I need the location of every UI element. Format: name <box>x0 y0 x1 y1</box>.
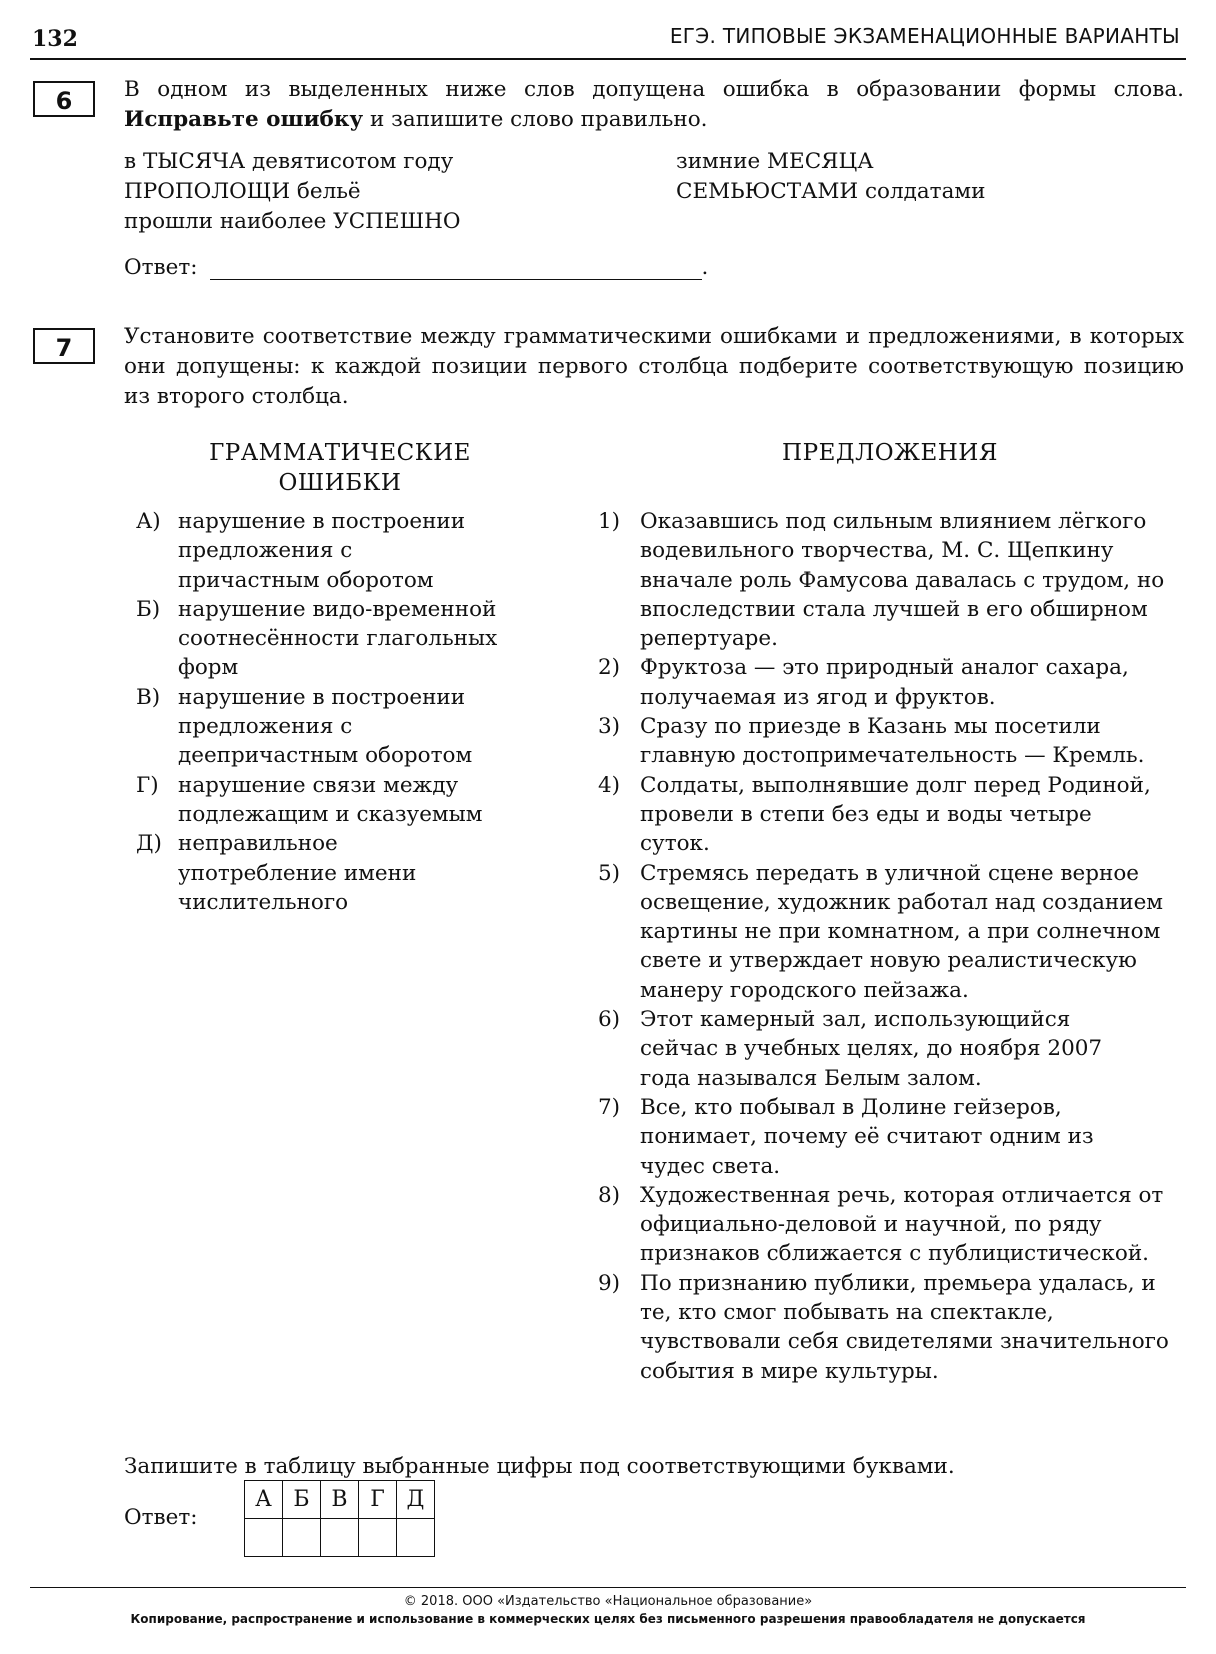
list-item <box>136 829 536 917</box>
answer-label: Ответ: <box>124 255 198 280</box>
list-item <box>598 859 1188 1005</box>
footer-notice: Копирование, распространение и использование в коммерческих целях без письменного разрешения правообладателя не допускается <box>130 1612 1086 1626</box>
item-text: неправильное употребление имени числительного <box>178 831 417 915</box>
list-item <box>136 595 536 683</box>
item-text: нарушение связи между подлежащим и сказуемым <box>178 772 483 827</box>
word-option: СЕМЬЮСТАМИ солдатами <box>676 179 986 204</box>
answer-cell[interactable] <box>245 1519 283 1557</box>
item-text: Оказавшись под сильным влиянием лёгкого водевильного творчества, М. С. Щепкину вначале роль Фамусова давалась с трудом, но впоследствии стала лучшей в его обширном репертуаре. <box>640 509 1165 652</box>
item-marker: 6) <box>598 1007 621 1033</box>
word-option: прошли наиболее УСПЕШНО <box>124 209 461 234</box>
word-option: ПРОПОЛОЩИ бельё <box>124 179 361 204</box>
table-letter-cell: Д <box>397 1481 435 1519</box>
list-item <box>598 1181 1188 1269</box>
answer-end: . <box>701 255 709 280</box>
item-text: Сразу по приезде в Казань мы посетили главную достопримечательность — Кремль. <box>640 714 1145 769</box>
item-text: Солдаты, выполнявшие долг перед Родиной, провели в степи без еды и воды четыре суток. <box>640 772 1151 857</box>
answer-cell[interactable] <box>359 1519 397 1557</box>
list-item <box>136 771 536 830</box>
errors-list <box>136 507 536 917</box>
answer-cell[interactable] <box>321 1519 359 1557</box>
sentences-list <box>598 507 1188 1386</box>
item-text: Этот камерный зал, использующийся сейчас в учебных целях, до ноября 2007 года назывался Белым залом. <box>640 1007 1103 1091</box>
task-7-instruction: Установите соответствие между грамматическими ошибками и предложениями, в которых они допущены: к каждой позиции первого столбца подберите соответствующую позицию из второго столбца. <box>124 324 1184 409</box>
task-6-instruction-bold: Исправьте ошибку <box>124 107 364 132</box>
sentences-column-header: ПРЕДЛОЖЕНИЯ <box>782 440 998 466</box>
footer-rule <box>30 1587 1186 1588</box>
page-number: 132 <box>32 26 78 52</box>
table-letter-cell: Б <box>283 1481 321 1519</box>
item-text: нарушение в построении предложения с деепричастным оборотом <box>178 684 473 769</box>
item-marker: 2) <box>598 655 621 681</box>
answer-input-line[interactable] <box>210 257 702 280</box>
answer-table <box>244 1480 435 1557</box>
footer-copyright: © 2018. ООО «Издательство «Национальное образование» <box>403 1594 813 1609</box>
errors-column-header <box>150 438 530 498</box>
list-item <box>598 1005 1188 1093</box>
list-item <box>598 653 1188 712</box>
item-marker: 9) <box>598 1270 621 1296</box>
item-marker: 4) <box>598 772 621 798</box>
table-instruction: Запишите в таблицу выбранные цифры под соответствующими буквами. <box>124 1454 955 1479</box>
item-marker: Г) <box>136 772 159 798</box>
item-marker: В) <box>136 684 161 710</box>
item-marker: 3) <box>598 714 621 740</box>
header-rule <box>30 58 1186 60</box>
list-item <box>598 771 1188 859</box>
item-marker: Б) <box>136 596 161 622</box>
item-marker: А) <box>136 509 161 534</box>
list-item <box>598 712 1188 771</box>
item-text: По признанию публики, премьера удалась, и те, кто смог побывать на спектакле, чувствовали себя свидетелями значительного события в мире культуры. <box>640 1270 1169 1384</box>
task-7-answer-label: Ответ: <box>124 1505 198 1530</box>
errors-header-line2: ОШИБКИ <box>278 470 402 496</box>
item-text: нарушение видо-временной соотнесённости глагольных форм <box>178 596 498 681</box>
item-marker: 8) <box>598 1182 621 1208</box>
task-6-words-left <box>124 147 461 237</box>
item-marker: 1) <box>598 509 621 534</box>
table-letter-cell: В <box>321 1481 359 1519</box>
list-item <box>598 1269 1188 1386</box>
item-text: Фруктоза — это природный аналог сахара, получаемая из ягод и фруктов. <box>640 655 1129 710</box>
task-6-answer <box>124 255 708 280</box>
item-text: нарушение в построении предложения с причастным оборотом <box>178 509 466 593</box>
task-6-number-box: 6 <box>33 81 95 117</box>
word-option: зимние МЕСЯЦА <box>676 149 874 174</box>
answer-cell[interactable] <box>397 1519 435 1557</box>
item-text: Художественная речь, которая отличается от официально-деловой и научной, по ряду признаков сближается с публицистической. <box>640 1182 1164 1267</box>
task-6-instruction-part2: и запишите слово правильно. <box>363 107 708 132</box>
errors-header-line1: ГРАММАТИЧЕСКИЕ <box>209 440 471 466</box>
item-text: Все, кто побывал в Долине гейзеров, понимает, почему её считают одним из чудес света. <box>640 1094 1094 1179</box>
table-letter-cell: А <box>245 1481 283 1519</box>
answer-cell[interactable] <box>283 1519 321 1557</box>
task-6-instruction-part1: В одном из выделенных ниже слов допущена ошибка в образовании формы слова. <box>124 77 1184 102</box>
list-item <box>598 507 1188 653</box>
task-6-instruction <box>124 75 1184 135</box>
list-item <box>136 507 536 595</box>
running-head: ЕГЭ. ТИПОВЫЕ ЭКЗАМЕНАЦИОННЫЕ ВАРИАНТЫ <box>669 24 1180 48</box>
list-item <box>136 683 536 771</box>
task-6-words-right <box>676 147 985 207</box>
list-item <box>598 1093 1188 1181</box>
item-marker: 7) <box>598 1094 621 1120</box>
table-letter-cell: Г <box>359 1481 397 1519</box>
item-marker: Д) <box>136 831 162 857</box>
item-marker: 5) <box>598 860 621 886</box>
item-text: Стремясь передать в уличной сцене верное освещение, художник работал над созданием картины не при комнатном, а при солнечном свете и утверждает новую реалистическую манеру городского пейзажа. <box>640 860 1164 1003</box>
task-7-number-box: 7 <box>33 328 95 364</box>
word-option: в ТЫСЯЧА девятисотом году <box>124 149 454 174</box>
